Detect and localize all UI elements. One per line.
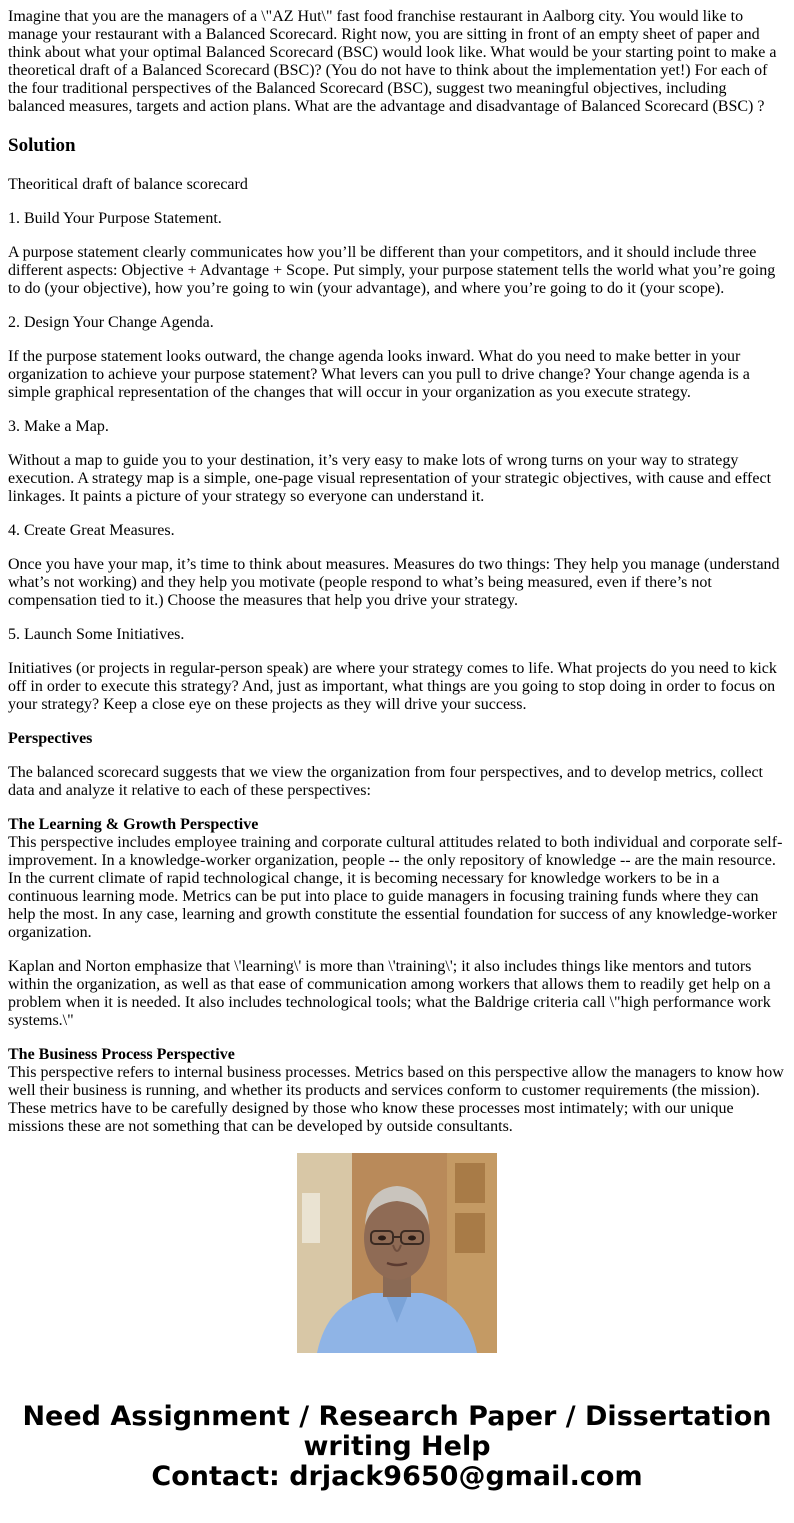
learning-title: The Learning & Growth Perspective — [8, 816, 259, 833]
business-section — [8, 1046, 786, 1136]
step-body: Initiatives (or projects in regular-person speak) are where your strategy comes to life. What projects do you need to kick off in order to execute this strategy? And, just as important, what things are you going to stop doing in order to focus on your strategy? Keep a close eye on these projects as they will drive your success. — [8, 660, 777, 713]
perspectives-intro: The balanced scorecard suggests that we view the organization from four perspectives, and to develop metrics, collect data and analyze it relative to each of these perspectives: — [8, 764, 763, 799]
author-portrait-image — [297, 1153, 497, 1353]
step-body: Once you have your map, it’s time to think about measures. Measures do two things: They help you manage (understand what’s not working) and they help you motivate (people respond to what’s being measured, even if there’s not compensation tied to it.) Choose the measures that help you drive your strategy. — [8, 556, 780, 609]
step-body: If the purpose statement looks outward, the change agenda looks inward. What do you need to make better in your organization to achieve your purpose statement? What levers can you pull to drive change? Your change agenda is a simple graphical representation of the changes that will occur in your organization as you execute strategy. — [8, 348, 750, 401]
draft-title: Theoritical draft of balance scorecard — [8, 176, 248, 193]
footer-line-2: writing Help — [303, 1431, 491, 1462]
perspectives-heading — [8, 730, 786, 748]
step-title: 4. Create Great Measures. — [8, 522, 175, 539]
perspectives-heading-text: Perspectives — [8, 730, 93, 747]
document-body — [8, 0, 786, 1135]
step-title: 2. Design Your Change Agenda. — [8, 314, 214, 331]
step-title: 1. Build Your Purpose Statement. — [8, 210, 222, 227]
business-title: The Business Process Perspective — [8, 1046, 235, 1063]
footer-contact: Contact: drjack9650@gmail.com — [151, 1461, 643, 1492]
author-photo — [297, 1153, 497, 1353]
learning-section — [8, 816, 786, 942]
footer-line-1: Need Assignment / Research Paper / Dissertation — [22, 1401, 772, 1432]
learning-body-2: Kaplan and Norton emphasize that \'learning\' is more than \'training\'; it also includes things like mentors and tutors within the organization, as well as that ease of communication among workers that allows them to readily get help on a problem when it is needed. It also includes technological tools; what the Baldrige criteria call \"high performance work systems.\" — [8, 958, 771, 1029]
business-body: This perspective refers to internal business processes. Metrics based on this perspective allow the managers to know how well their business is running, and whether its products and services conform to customer requirements (the mission). These metrics have to be carefully designed by those who know these processes most intimately; with our unique missions these are not something that can be developed by outside consultants. — [8, 1064, 784, 1135]
step-body: Without a map to guide you to your destination, it’s very easy to make lots of wrong turns on your way to strategy execution. A strategy map is a simple, one-page visual representation of your strategic objectives, with cause and effect linkages. It paints a picture of your strategy so everyone can understand it. — [8, 452, 772, 505]
solution-heading: Solution — [8, 135, 76, 156]
contact-footer — [0, 1402, 794, 1492]
question-text: Imagine that you are the managers of a \"AZ Hut\" fast food franchise restaurant in Aalborg city. You would like to manage your restaurant with a Balanced Scorecard. Right now, you are sitting in front of an empty sheet of paper and think about what your optimal Balanced Scorecard (BSC) would look like. What would be your starting point to make a theoretical draft of a Balanced Scorecard (BSC)? (You do not have to think about the implementation yet!) For each of the four traditional perspectives of the Balanced Scorecard (BSC), suggest two meaningful objectives, including balanced measures, targets and action plans. What are the advantage and disadvantage of Balanced Scorecard (BSC) ? — [8, 8, 777, 115]
step-body: A purpose statement clearly communicates how you’ll be different than your competitors, and it should include three different aspects: Objective + Advantage + Scope. Put simply, your purpose statement tells the world what you’re going to do (your objective), how you’re going to win (your advantage), and where you’re going to do it (your scope). — [8, 244, 776, 297]
step-title: 5. Launch Some Initiatives. — [8, 626, 185, 643]
step-title: 3. Make a Map. — [8, 418, 109, 435]
learning-body: This perspective includes employee training and corporate cultural attitudes related to both individual and corporate self-improvement. In a knowledge-worker organization, people -- the only repository of knowledge -- are the main resource. In the current climate of rapid technological change, it is becoming necessary for knowledge workers to be in a continuous learning mode. Metrics can be put into place to guide managers in focusing training funds where they can help the most. In any case, learning and growth constitute the essential foundation for success of any knowledge-worker organization. — [8, 834, 783, 941]
